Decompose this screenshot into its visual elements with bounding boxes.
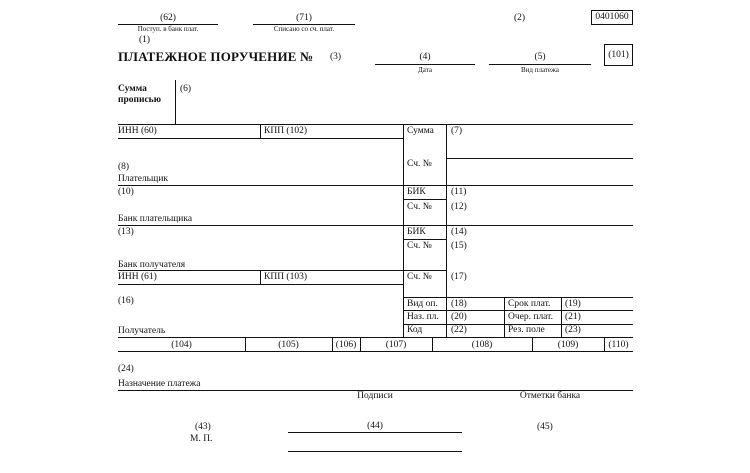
received-field[interactable]: (62) bbox=[160, 13, 176, 23]
field-101-box[interactable]: (101) bbox=[604, 44, 633, 66]
form-code-box: 0401060 bbox=[591, 10, 633, 25]
debited-label: Списано со сч. плат. bbox=[273, 25, 335, 33]
term-label: Срок плат. bbox=[508, 299, 551, 309]
purpose-code-label: Наз. пл. bbox=[407, 312, 439, 322]
date-line bbox=[375, 64, 475, 65]
grid-line-bik1 bbox=[403, 199, 446, 200]
bank-marks-label: Отметки банка bbox=[519, 391, 581, 401]
tax-field-105[interactable]: (105) bbox=[278, 340, 299, 350]
code-field[interactable]: (22) bbox=[451, 325, 467, 335]
grid-vline-op-mid bbox=[504, 297, 505, 337]
account-field-4[interactable]: (17) bbox=[451, 272, 467, 282]
sum-field[interactable]: (7) bbox=[451, 126, 463, 136]
page-title: ПЛАТЕЖНОЕ ПОРУЧЕНИЕ № bbox=[118, 49, 314, 64]
payment-type-label: Вид платежа bbox=[520, 66, 559, 74]
tax-field-104[interactable]: (104) bbox=[171, 340, 192, 350]
payee-name-field[interactable]: (16) bbox=[118, 296, 134, 306]
grid-line-inn-payee bbox=[118, 284, 403, 285]
account-field-3[interactable]: (15) bbox=[451, 241, 467, 251]
account-label-3: Сч. № bbox=[407, 241, 432, 251]
amount-words-divider bbox=[175, 80, 176, 124]
bik-field-1[interactable]: (11) bbox=[451, 187, 467, 197]
payer-bank-label: Банк плательщика bbox=[118, 214, 193, 224]
payer-kpp-label[interactable]: КПП (102) bbox=[264, 126, 308, 136]
amount-words-field[interactable]: (6) bbox=[180, 84, 192, 94]
payee-kpp-label[interactable]: КПП (103) bbox=[264, 272, 308, 282]
tax-field-110[interactable]: (110) bbox=[608, 340, 629, 350]
grid-line-op-2 bbox=[403, 310, 633, 311]
date-field[interactable]: (4) bbox=[419, 52, 431, 62]
tax-field-107[interactable]: (107) bbox=[385, 340, 407, 350]
debited-field[interactable]: (71) bbox=[296, 13, 312, 23]
bik-field-2[interactable]: (14) bbox=[451, 227, 467, 237]
payer-bank-field[interactable]: (10) bbox=[118, 187, 134, 197]
sum-label: Сумма bbox=[407, 126, 434, 136]
field-44: (44) bbox=[367, 421, 383, 431]
term-field[interactable]: (19) bbox=[565, 299, 581, 309]
amount-words-label-1: Сумма bbox=[118, 84, 147, 94]
field-2: (2) bbox=[514, 13, 526, 23]
account-label-4: Сч. № bbox=[407, 272, 432, 282]
signature-line-2[interactable] bbox=[288, 451, 462, 452]
grid-line-payer-bank bbox=[118, 225, 633, 226]
field-1: (1) bbox=[139, 35, 151, 45]
grid-line-inn-payer bbox=[118, 138, 403, 139]
grid-line-sum bbox=[446, 158, 633, 159]
tax-field-106[interactable]: (106) bbox=[335, 340, 357, 350]
date-label: Дата bbox=[418, 66, 432, 74]
payer-inn-label[interactable]: ИНН (60) bbox=[118, 126, 157, 136]
payee-inn-label[interactable]: ИНН (61) bbox=[118, 272, 157, 282]
stamp-label: М. П. bbox=[190, 434, 213, 444]
account-field-2[interactable]: (12) bbox=[451, 202, 467, 212]
purpose-code-field[interactable]: (20) bbox=[451, 312, 467, 322]
payment-type-field[interactable]: (5) bbox=[534, 52, 546, 62]
tax-field-109[interactable]: (109) bbox=[557, 340, 579, 350]
reserve-field[interactable]: (23) bbox=[565, 325, 581, 335]
order-label: Очер. плат. bbox=[508, 312, 553, 322]
received-label: Поступ. в банк плат. bbox=[137, 25, 199, 33]
payee-bank-field[interactable]: (13) bbox=[118, 227, 134, 237]
order-field[interactable]: (21) bbox=[565, 312, 581, 322]
grid-line-payer bbox=[118, 185, 633, 186]
tax-row-bottom bbox=[118, 351, 633, 352]
purpose-label: Назначение платежа bbox=[118, 379, 201, 389]
grid-vline-op-right bbox=[561, 297, 562, 337]
grid-vline-kpp-payee bbox=[260, 270, 261, 284]
grid-line-bottom bbox=[118, 337, 633, 338]
bik-label-1: БИК bbox=[407, 187, 426, 197]
field-45: (45) bbox=[537, 422, 553, 432]
grid-line-bik2 bbox=[403, 239, 446, 240]
payee-bank-label: Банк получателя bbox=[118, 260, 186, 270]
field-43: (43) bbox=[195, 422, 211, 432]
grid-vline-kpp-payer bbox=[260, 124, 261, 138]
bik-label-2: БИК bbox=[407, 227, 426, 237]
purpose-field[interactable]: (24) bbox=[118, 364, 134, 374]
code-label: Код bbox=[407, 325, 423, 335]
op-type-label: Вид оп. bbox=[407, 299, 438, 309]
grid-line-top bbox=[118, 124, 633, 125]
reserve-label: Рез. поле bbox=[508, 325, 545, 335]
grid-line-op-top bbox=[403, 297, 633, 298]
account-label-1: Сч. № bbox=[407, 159, 432, 169]
signatures-label: Подписи bbox=[357, 391, 393, 401]
amount-words-label-2: прописью bbox=[118, 95, 161, 105]
payee-label: Получатель bbox=[118, 326, 166, 336]
grid-vline-values bbox=[446, 124, 447, 337]
op-type-field[interactable]: (18) bbox=[451, 299, 467, 309]
tax-field-108[interactable]: (108) bbox=[471, 340, 493, 350]
field-3: (3) bbox=[330, 52, 342, 62]
payer-name-field[interactable]: (8) bbox=[118, 162, 130, 172]
signature-line-1[interactable] bbox=[288, 432, 462, 433]
grid-vline-main bbox=[403, 124, 404, 337]
payment-type-line bbox=[489, 64, 591, 65]
account-label-2: Сч. № bbox=[407, 202, 432, 212]
payer-label: Плательщик bbox=[118, 174, 169, 184]
